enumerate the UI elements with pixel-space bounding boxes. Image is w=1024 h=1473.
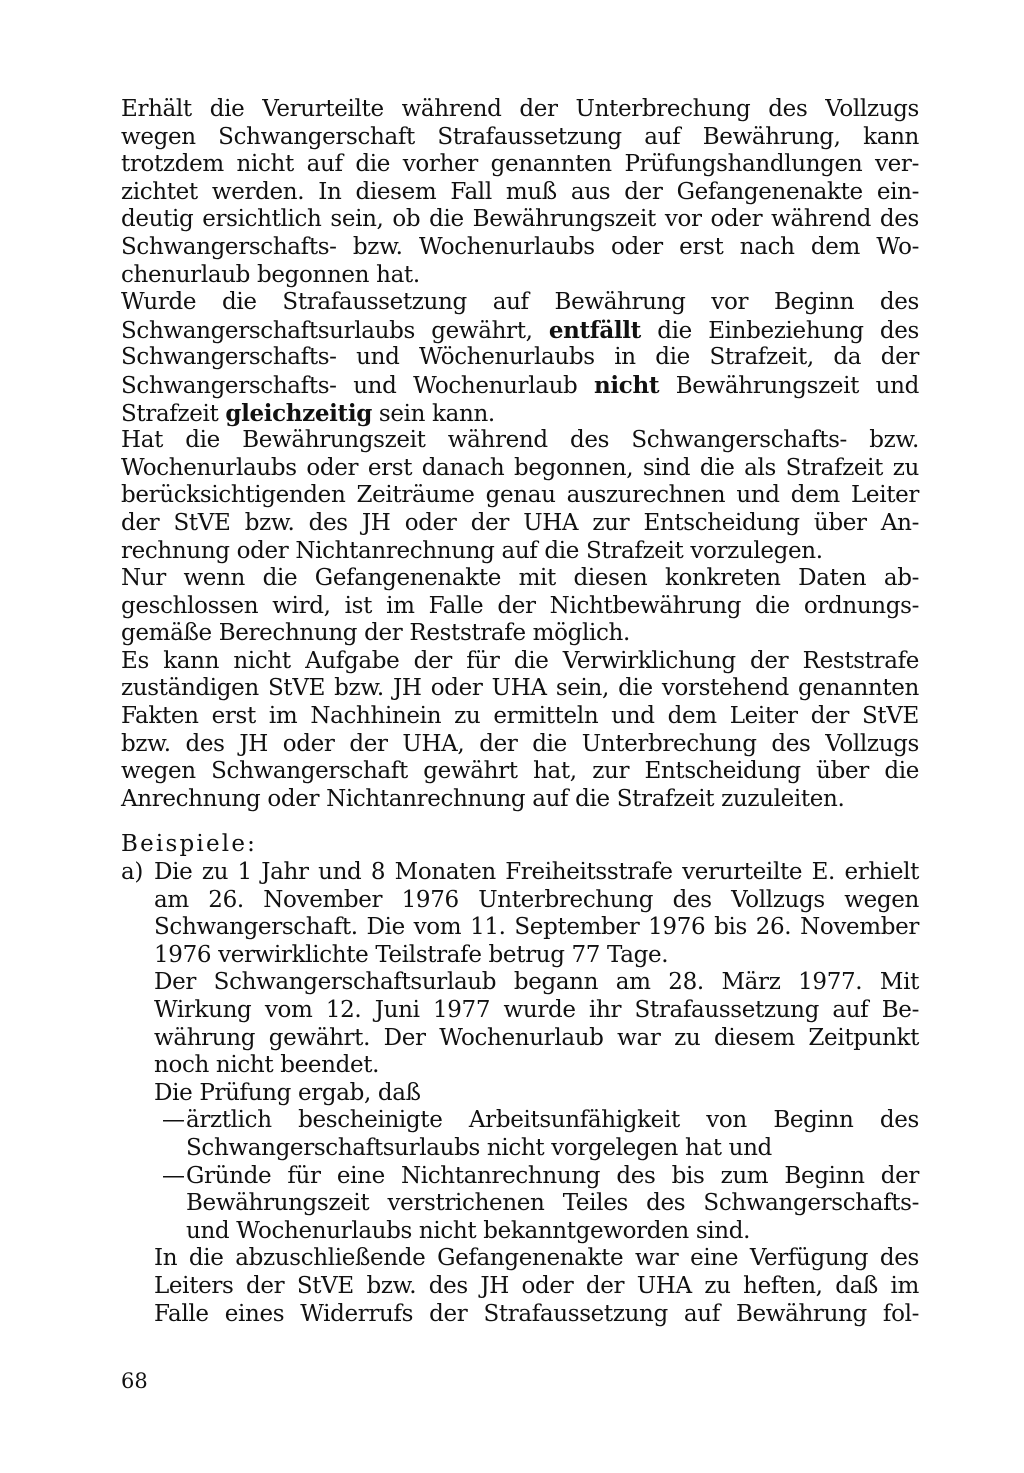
text-line: währung gewährt. Der Wochenurlaub war zu diesem Zeitpunkt — [154, 1024, 919, 1051]
text-fragment: Strafzeit — [121, 400, 226, 427]
text-line: Schwangerschaftsurlaubs nicht vorgelegen hat und — [186, 1134, 772, 1161]
text-fragment: Die zu 1 Jahr und 8 Monaten Freiheitsstrafe verurteilte E. erhielt — [154, 859, 919, 886]
text-line: Hat die Bewährungszeit während des Schwangerschafts- bzw. — [121, 427, 919, 454]
text-fragment: die Einbeziehung des — [640, 317, 919, 344]
paragraph-4 — [121, 565, 919, 648]
text-line: Falle eines Widerrufs der Strafaussetzung auf Bewährung fol- — [154, 1300, 919, 1327]
text-fragment: ärztlich bescheinigte Arbeitsunfähigkeit von Beginn des — [186, 1107, 919, 1134]
text-line: rechnung oder Nichtanrechnung auf die Strafzeit vorzulegen. — [121, 537, 823, 564]
text-line: deutig ersichtlich sein, ob die Bewährungszeit vor oder während des — [121, 206, 919, 233]
text-line: berücksichtigenden Zeiträume genau auszurechnen und dem Leiter — [121, 482, 919, 509]
text-line — [121, 859, 919, 887]
spacer — [121, 813, 919, 831]
text-line: Wirkung vom 12. Juni 1977 wurde ihr Strafaussetzung auf Be- — [154, 997, 919, 1023]
bullet-item — [121, 1107, 919, 1135]
text-line: und Wochenurlaubs nicht bekanntgeworden sind. — [186, 1217, 751, 1244]
page-body — [121, 96, 919, 1328]
paragraph-1 — [121, 96, 919, 289]
dash-marker: — — [162, 1162, 185, 1189]
text-line: Es kann nicht Aufgabe der für die Verwirklichung der Reststrafe — [121, 647, 919, 674]
text-line: chenurlaub begonnen hat. — [121, 261, 420, 288]
text-line: In die abzuschließende Gefangenenakte war eine Verfügung des — [154, 1245, 919, 1272]
text-line: geschlossen wird, ist im Falle der Nichtbewährung die ordnungs- — [121, 592, 919, 619]
text-line: Leiters der StVE bzw. des JH oder der UHA zu heften, daß im — [154, 1272, 919, 1299]
text-line: wegen Schwangerschaft gewährt hat, zur Entscheidung über die — [121, 758, 919, 785]
text-line — [121, 400, 919, 428]
text-line: zuständigen StVE bzw. JH oder UHA sein, die vorstehend genannten — [121, 675, 919, 702]
page-number: 68 — [121, 1369, 148, 1393]
example-label: a) — [121, 859, 143, 886]
text-line: Bewährungszeit verstrichenen Teiles des Schwangerschafts- — [186, 1190, 919, 1217]
bold-text-gleichzeitig: gleichzeitig — [225, 399, 372, 427]
text-fragment: Gründe für eine Nichtanrechnung des bis zum Beginn der — [186, 1162, 919, 1189]
dash-marker: — — [162, 1107, 185, 1134]
bold-text-nicht: nicht — [594, 371, 660, 399]
text-line: gemäße Berechnung der Reststrafe möglich. — [121, 620, 630, 647]
text-line: wegen Schwangerschaft Strafaussetzung auf Bewährung, kann — [121, 123, 919, 150]
examples-heading: Beispiele: — [121, 831, 258, 858]
text-fragment: Schwangerschafts- und Wochenurlaub — [121, 372, 595, 399]
text-fragment: Schwangerschaftsurlaubs gewährt, — [121, 317, 549, 344]
text-line: Die Prüfung ergab, daß — [154, 1079, 421, 1106]
text-line: noch nicht beendet. — [154, 1052, 380, 1079]
text-line: Fakten erst im Nachhinein zu ermitteln und dem Leiter der StVE — [121, 703, 919, 730]
example-a — [121, 859, 919, 1328]
text-line — [121, 317, 919, 345]
text-fragment: Bewährungszeit und — [659, 372, 919, 399]
text-line: Anrechnung oder Nichtanrechnung auf die Strafzeit zuzuleiten. — [121, 785, 845, 812]
text-line: der StVE bzw. des JH oder der UHA zur Entscheidung über An- — [121, 509, 919, 536]
text-line: Schwangerschaft. Die vom 11. September 1976 bis 26. November — [154, 914, 919, 941]
text-line: Schwangerschafts- und Wöchenurlaubs in die Strafzeit, da der — [121, 344, 919, 371]
text-line: trotzdem nicht auf die vorher genannten Prüfungshandlungen ver- — [121, 151, 919, 178]
text-line: Schwangerschafts- bzw. Wochenurlaubs oder erst nach dem Wo- — [121, 233, 919, 260]
text-line: 1976 verwirklichte Teilstrafe betrug 77 Tage. — [154, 941, 669, 968]
paragraph-5 — [121, 648, 919, 814]
text-line: bzw. des JH oder der UHA, der die Unterbrechung des Vollzugs — [121, 730, 919, 757]
bold-text-entfaellt: entfällt — [548, 316, 641, 344]
paragraph-2 — [121, 289, 919, 427]
text-line: Wochenurlaubs oder erst danach begonnen, sind die als Strafzeit zu — [121, 454, 919, 481]
text-line: am 26. November 1976 Unterbrechung des Vollzugs wegen — [154, 886, 919, 913]
text-fragment: sein kann. — [371, 400, 495, 427]
paragraph-3 — [121, 427, 919, 565]
text-line: Wurde die Strafaussetzung auf Bewährung vor Beginn des — [121, 289, 919, 316]
text-line: zichtet werden. In diesem Fall muß aus der Gefangenenakte ein- — [121, 178, 919, 205]
text-line: Der Schwangerschaftsurlaub begann am 28. März 1977. Mit — [154, 969, 919, 996]
text-line: Nur wenn die Gefangenenakte mit diesen konkreten Daten ab- — [121, 565, 919, 592]
text-line: Erhält die Verurteilte während der Unterbrechung des Vollzugs — [121, 96, 919, 122]
text-line — [121, 372, 919, 400]
bullet-item — [121, 1163, 919, 1191]
